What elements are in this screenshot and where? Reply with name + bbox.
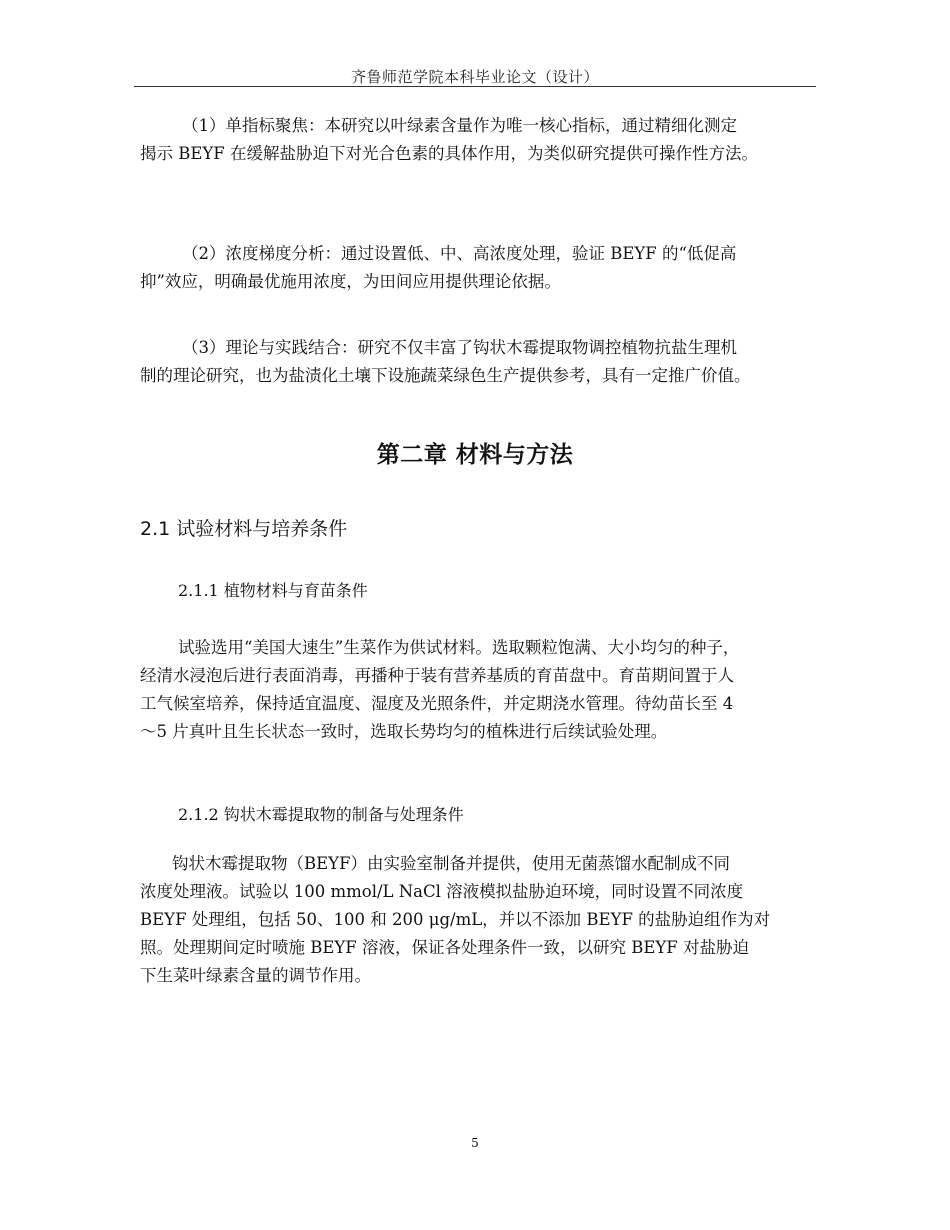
paragraph-line: 试验选用“美国大速生”生菜作为供试材料。选取颗粒饱满、大小均匀的种子， — [178, 638, 740, 657]
paragraph-line: 经清水浸泡后进行表面消毒，再播种于装有营养基质的育苗盘中。育苗期间置于人 — [140, 666, 734, 685]
paragraph-3 — [140, 334, 830, 390]
paragraph-line: BEYF 处理组，包括 50、100 和 200 μg/mL，并以不添加 BEYF 的盐胁迫组作为对 — [140, 910, 771, 929]
paragraph-line: （1）单指标聚焦：本研究以叶绿素含量作为唯一核心指标，通过精细化测定 — [182, 116, 737, 135]
subsection-title: 2.1.1 植物材料与育苗条件 — [178, 581, 368, 600]
paragraph-line: 浓度处理液。试验以 100 mmol/L NaCl 溶液模拟盐胁迫环境，同时设置不同浓度 — [140, 882, 744, 901]
paragraph-line: 下生菜叶绿素含量的调节作用。 — [140, 966, 371, 985]
subsection-title: 2.1.2 钩状木霉提取物的制备与处理条件 — [178, 805, 464, 824]
paragraph-1 — [140, 112, 830, 168]
chapter-title: 第二章 材料与方法 — [376, 442, 574, 468]
paragraph-line: 照。处理期间定时喷施 BEYF 溶液，保证各处理条件一致，以研究 BEYF 对盐胁迫 — [140, 938, 750, 957]
section-title: 2.1 试验材料与培养条件 — [140, 518, 348, 540]
paragraph-line: （3）理论与实践结合：研究不仅丰富了钩状木霉提取物调控植物抗盐生理机 — [182, 338, 737, 357]
paragraph-line: 制的理论研究，也为盐渍化土壤下设施蔬菜绿色生产提供参考，具有一定推广价值。 — [140, 366, 751, 385]
paragraph-line: ～5 片真叶且生长状态一致时，选取长势均匀的植株进行后续试验处理。 — [140, 722, 668, 741]
paragraph-line: 揭示 BEYF 在缓解盐胁迫下对光合色素的具体作用，为类似研究提供可操作性方法。 — [140, 144, 759, 163]
page-number: 5 — [471, 1136, 479, 1150]
paragraph-2-1-2 — [140, 850, 830, 990]
header-rule — [134, 86, 816, 87]
paragraph-line: 抑”效应，明确最优施用浓度，为田间应用提供理论依据。 — [140, 272, 561, 291]
paragraph-line: 工气候室培养，保持适宜温度、湿度及光照条件，并定期浇水管理。待幼苗长至 4 — [140, 694, 734, 713]
page-header-title: 齐鲁师范学院本科毕业论文（设计） — [350, 68, 599, 86]
paragraph-line: （2）浓度梯度分析：通过设置低、中、高浓度处理，验证 BEYF 的“低促高 — [182, 244, 737, 263]
paragraph-2 — [140, 240, 830, 296]
paragraph-2-1-1 — [140, 634, 830, 746]
paragraph-line: 钩状木霉提取物（BEYF）由实验室制备并提供，使用无菌蒸馏水配制成不同 — [172, 854, 731, 873]
